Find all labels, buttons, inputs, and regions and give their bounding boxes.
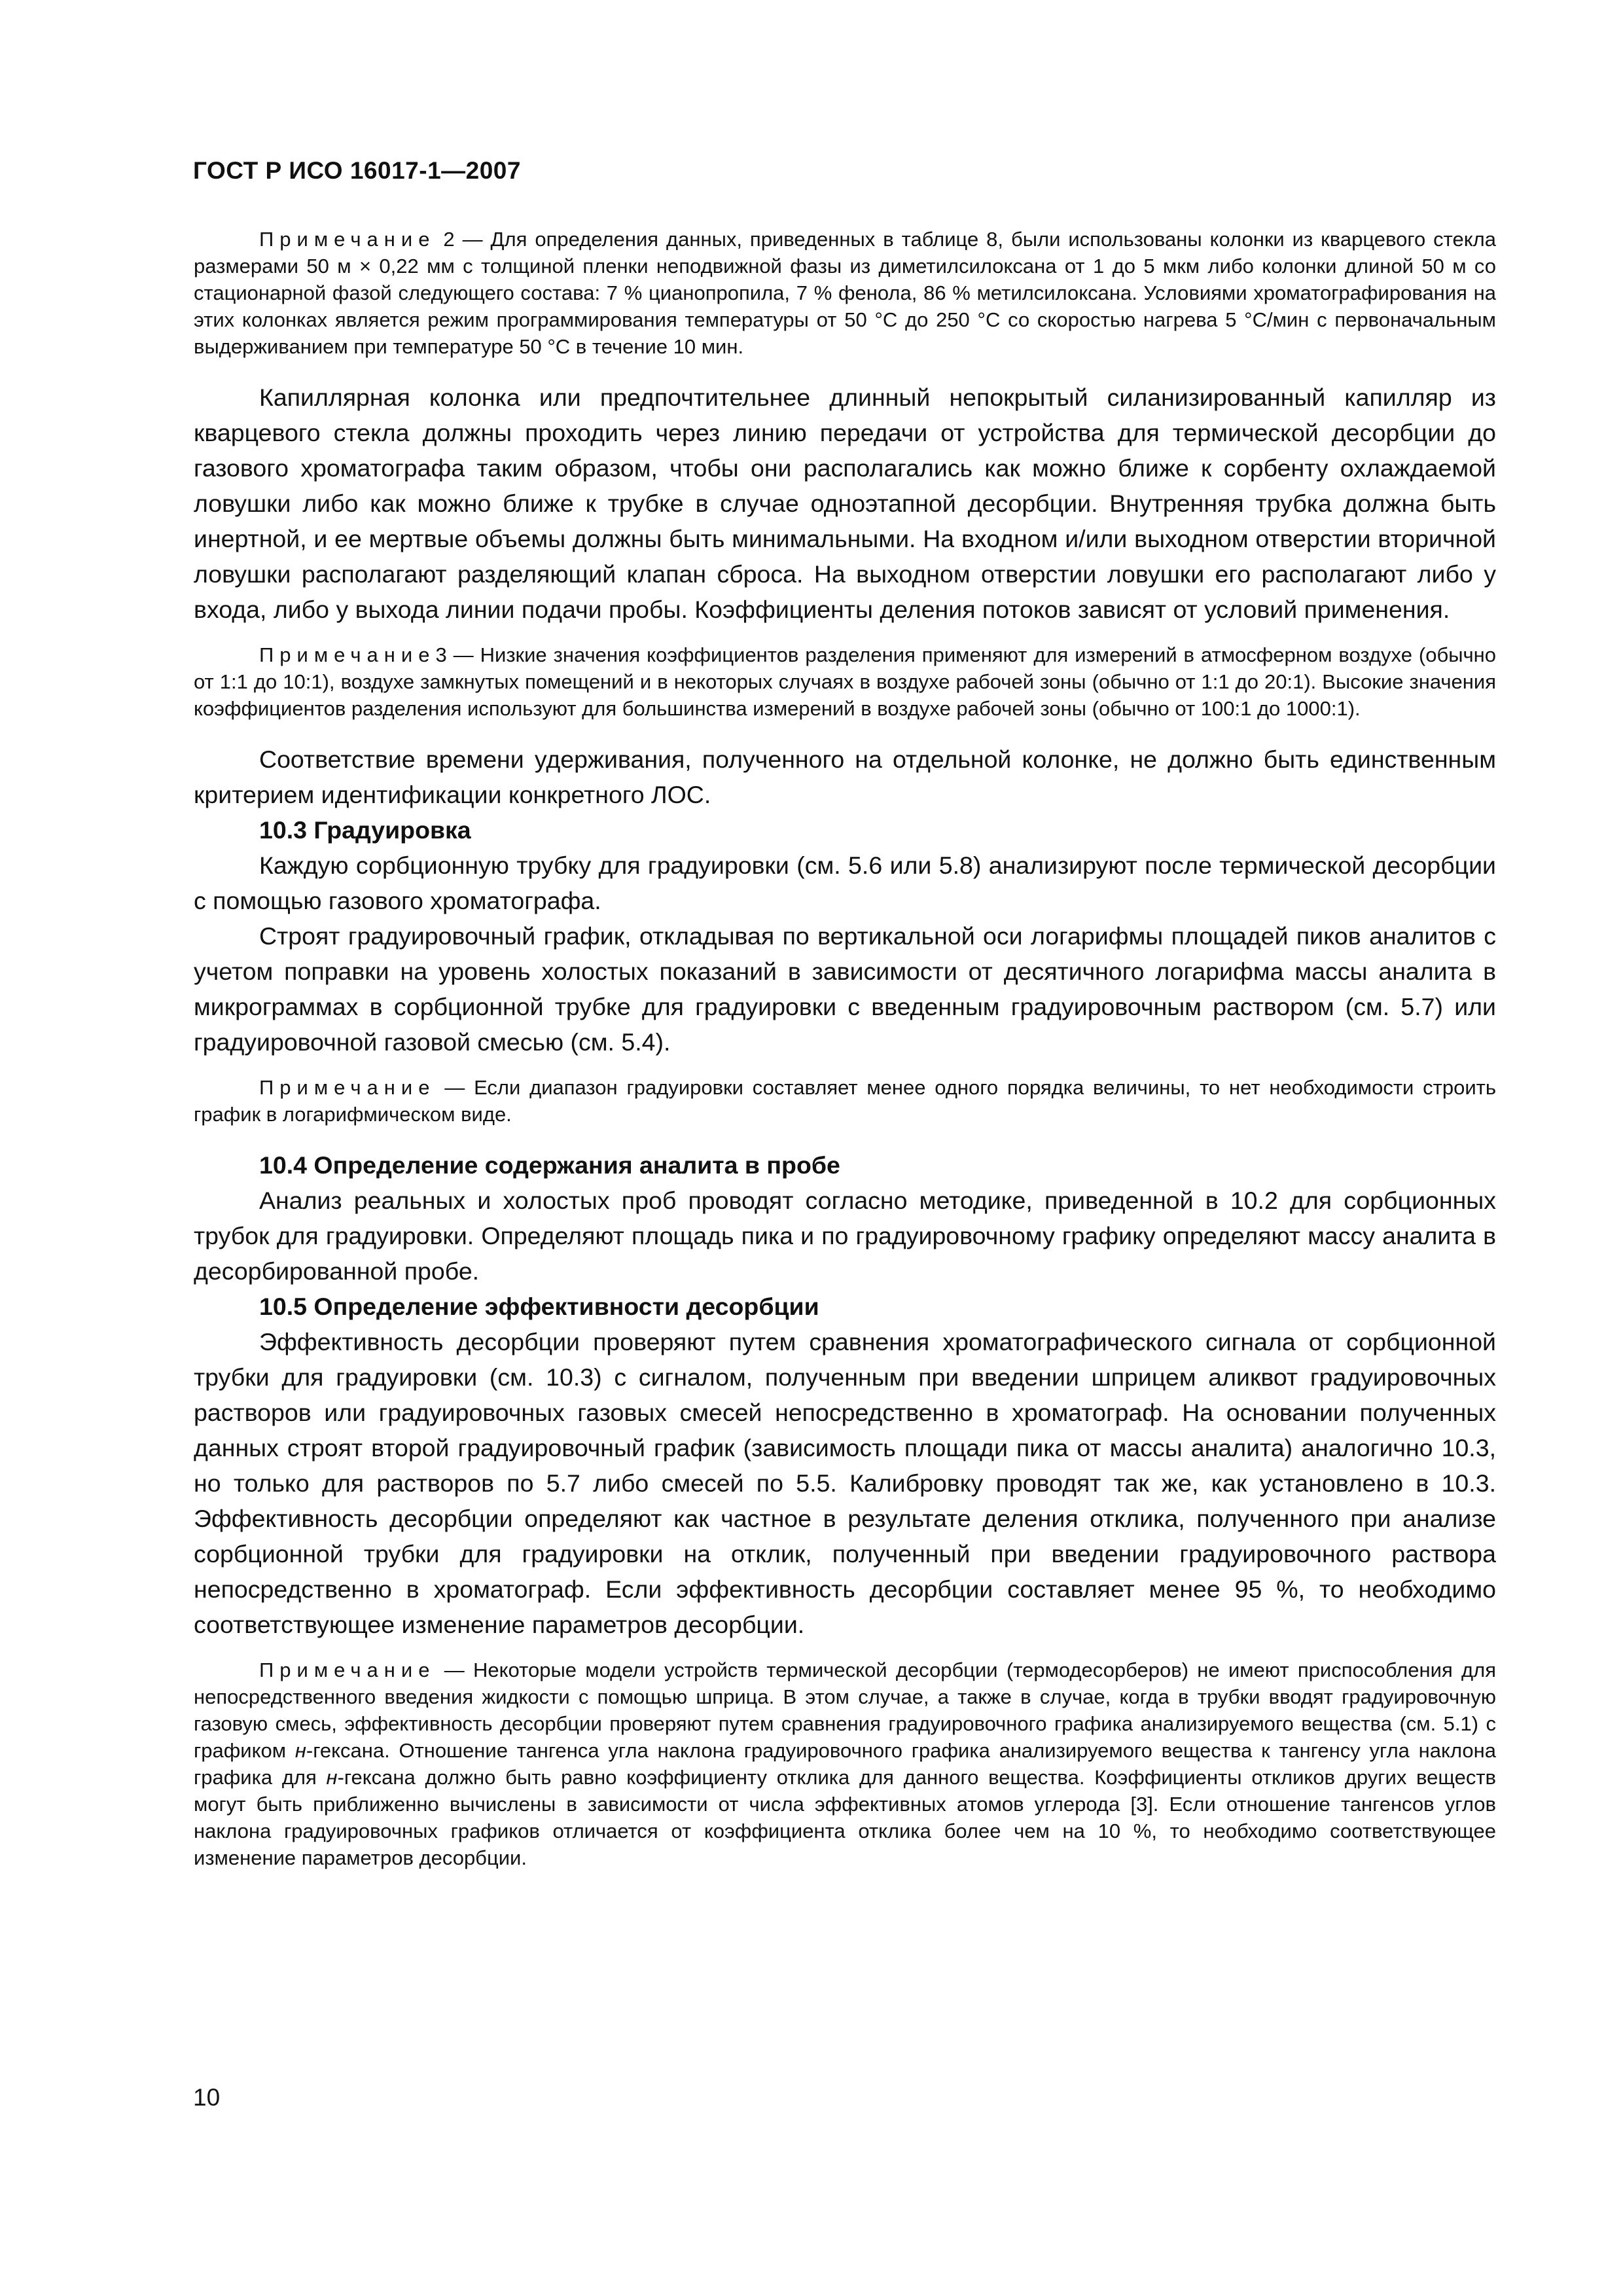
section-heading-10-4: 10.4 Определение содержания аналита в пробе <box>259 1151 840 1179</box>
note-text: -гексана должно быть равно коэффициенту отклика для данного вещества. Коэффициенты откликов других веществ могут быть приближенно вычислены в зависимости от числа эффективных атомов углерода [3]. Если отношение тангенсов углов наклона градуировочных графиков отличается от коэффициента отклика более чем на 10 %, то необходимо соответствующее изменение параметров десорбции. <box>194 1766 1496 1869</box>
note-label: Примечание <box>259 228 436 251</box>
note-label: Примечание <box>259 1659 436 1681</box>
page-number: 10 <box>193 2084 221 2111</box>
note-text: -гексана. Отношение тангенса угла наклона градуировочного графика анализируемого вещества к тангенсу угла наклона графика для <box>194 1739 1496 1789</box>
note-text: Для определения данных, приведенных в таблице 8, были использованы колонки из кварцевого стекла размерами 50 м × 0,22 мм с толщиной пленки неподвижной фазы из диметилсилоксана от 1 до 5 мкм либо колонки длиной 50 м со стационарной фазой следующего состава: 7 % цианопропила, 7 % фенола, 86 % метилсилоксана. Условиями хроматографирования на этих колонках является режим программирования температуры от 50 °С до 250 °С со скоростью нагрева 5 °С/мин с первоначальным выдерживанием при температуре 50 °С в течение 10 мин. <box>194 228 1496 358</box>
paragraph-calibration-1: Каждую сорбционную трубку для градуировки (см. 5.6 или 5.8) анализируют после термической десорбции с помощью газового хроматографа. <box>194 852 1496 914</box>
note-number: — <box>435 1076 474 1099</box>
paragraph-capillary: Капиллярная колонка или предпочтительнее длинный непокрытый силанизированный капилляр из кварцевого стекла должны проходить через линию передачи от устройства для термической десорбции до газового хроматографа таким образом, чтобы они располагались как можно ближе к сорбенту охлаждаемой ловушки либо как можно ближе к трубке в случае одноэтапной десорбции. Внутренняя трубка должна быть инертной, и ее мертвые объемы должны быть минимальными. На входном и/или выходном отверстии вторичной ловушки располагают разделяющий клапан сброса. На выходном отверстии ловушки его располагают либо у входа, либо у выхода линии подачи пробы. Коэффициенты деления потоков зависят от условий применения. <box>194 384 1496 623</box>
note-label: Примечание <box>259 1076 436 1099</box>
italic-n: н <box>294 1739 306 1762</box>
section-heading-10-5: 10.5 Определение эффективности десорбции <box>259 1293 819 1320</box>
paragraph-calibration-2: Строят градуировочный график, откладывая по вертикальной оси логарифмы площадей пиков аналитов с учетом поправки на уровень холостых показаний в зависимости от десятичного логарифма массы аналита в микрограммах в сорбционной трубке для градуировки с введенным градуировочным раствором (см. 5.7) или градуировочной газовой смесью (см. 5.4). <box>194 922 1496 1056</box>
note-text: Низкие значения коэффициентов разделения применяют для измерений в атмосферном воздухе (обычно от 1:1 до 10:1), воздухе замкнутых помещений и в некоторых случаях в воздухе рабочей зоны (обычно от 1:1 до 20:1). Высокие значения коэффициентов разделения используют для большинства измерений в воздухе рабочей зоны (обычно от 100:1 до 1000:1). <box>194 643 1497 720</box>
note-3 <box>194 641 1496 722</box>
paragraph-efficiency: Эффективность десорбции проверяют путем сравнения хроматографического сигнала от сорбционной трубки для градуировки (см. 10.3) с сигналом, полученным при введении шприцем аликвот градуировочных растворов или градуировочных газовых смесей непосредственно в хроматограф. На основании полученных данных строят второй градуировочный график (зависимость площади пика от массы аналита) аналогично 10.3, но только для растворов по 5.7 либо смесей по 5.5. Калибровку проводят так же, как установлено в 10.3. Эффективность десорбции определяют как частное в результате деления отклика, полученного при анализе сорбционной трубки для градуировки на отклик, полученный при введении градуировочного раствора непосредственно в хроматограф. Если эффективность десорбции составляет менее 95 %, то необходимо соответствующее изменение параметров десорбции. <box>194 1328 1496 1638</box>
paragraph-retention: Соответствие времени удерживания, полученного на отдельной колонке, не должно быть единственным критерием идентификации конкретного ЛОС. <box>194 745 1496 808</box>
note-calibration <box>194 1074 1496 1128</box>
note-number: — <box>435 1659 474 1681</box>
note-2 <box>194 226 1496 360</box>
paragraph-analyte: Анализ реальных и холостых проб проводят согласно методике, приведенной в 10.2 для сорбционных трубок для градуировки. Определяют площадь пика и по градуировочному графику определяют массу аналита в десорбированной пробе. <box>194 1187 1496 1285</box>
note-text: Некоторые модели устройств термической десорбции (термодесорберов) не имеют приспособления для непосредственного введения жидкости с помощью шприца. В этом случае, а также в случае, когда в трубки вводят градуировочную газовую смесь, эффективность десорбции проверяют путем сравнения градуировочного графика анализируемого вещества (см. 5.1) с графиком <box>194 1659 1496 1762</box>
section-heading-10-3: 10.3 Градуировка <box>259 816 471 844</box>
italic-n: н <box>326 1766 338 1789</box>
page-content <box>194 226 1496 1891</box>
note-number: 3 — <box>435 643 480 666</box>
note-text: Если диапазон градуировки составляет менее одного порядка величины, то нет необходимости строить график в логарифмическом виде. <box>194 1076 1496 1126</box>
note-label: Примечание <box>259 643 436 666</box>
note-number: 2 — <box>435 228 491 251</box>
note-desorption <box>194 1657 1496 1871</box>
standard-header: ГОСТ Р ИСО 16017-1—2007 <box>193 157 521 184</box>
